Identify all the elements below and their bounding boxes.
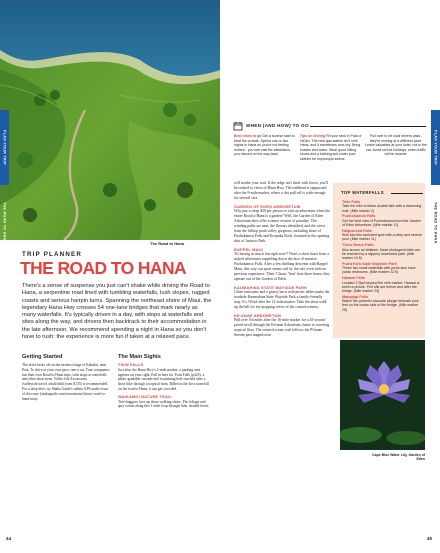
getting-started-body: The drive kicks off on the eastern fringe of Kahului, near Paia. To drive at your own pace, rent a car. Tour companies run their own Road to Hana trips, with stops at waterfalls and other attractions. Valley Isle Excursions (valleyisle.travel, adult/child from $135) is recommended. For a deep dive, try Shaka Guide's online GPS audio-tours of the route (shakaguide.com/tours/maui/classic-road-to-hana-tour). [22, 363, 110, 401]
when-to-go-rule [310, 126, 426, 127]
waterfall-item [342, 295, 422, 312]
waterfall-name: Haipua'ena Falls [342, 228, 372, 233]
waterfall-item [342, 243, 422, 260]
waterfall-name: Puohokamoa Falls [342, 214, 376, 219]
side-tab-plan [0, 110, 9, 185]
waterfall-desc: Also known as Waikani, these photogenic falls can be reached by a slippery downward path. (Mile marker 19.5) [342, 247, 421, 261]
calendar-icon [233, 121, 243, 131]
right-page [220, 0, 440, 553]
keanae-body: Pull over 0.6 miles after the 16-mile marker for a 45-second paved stroll through the Ke'anae Arboretum, home to towering tropical flora. The scented scenic trail follows the Pi'inaau Stream past magnificent [234, 318, 330, 337]
when-col-1-text: Get a sunrise start to beat the crowds. Spend one or two nights in Hana so you're not feeling rushed - you can visit the attractions you missed on the way back. [234, 134, 295, 157]
intro-paragraph: There's a sense of suspense you just can't shake while driving the Road to Hana, a serpentine road lined with tumbling waterfalls, lush slopes, rugged coasts and serious hairpin turns. Spanning the northeast shore of Maui, the legendary Hana Hwy crosses 54 one-lane bridges that mark nearly as many waterfalls. It's typically driven in a day, with stops at waterfalls and sites along the way, and drivers then backtrack to their accommodation in the late afternoon. We recommend spending a night in Hana so you don't have to rush: the experience is more fun if taken at a relaxed pace. [22, 283, 212, 341]
when-col-1 [234, 134, 296, 157]
waterfalls-list [342, 200, 422, 313]
when-col-1-lead: Best times to go [234, 134, 262, 138]
keanae-heading: KE'ANAE ARBORETUM [234, 313, 281, 318]
top-waterfalls-heading: TOP WATERFALLS [341, 190, 384, 195]
waterfall-desc: These two small waterfalls with pools also have public restrooms. (Mile marker 22.5) [342, 266, 416, 275]
side-tab-road-label: THE ROAD TO HANA [2, 201, 7, 244]
road-to-hana-aerial-image [0, 0, 220, 240]
waterfall-name: Three Bears Falls [342, 243, 374, 248]
road-to-hana-photo [0, 0, 220, 240]
waterfall-item [342, 276, 422, 293]
twin-falls-body: Just after the Hana Hwy's 2-mile marker, a parking area appears on your right. Pull in here for Twin Falls (p425), a photo-gradable cascade and swimming hole reached after a short hike through a tropical farm. Billed as the first waterfall on the road to Hana, it can get crowded. [118, 367, 209, 391]
getting-started-heading: Getting Started [22, 354, 63, 360]
waterfall-name: Pua'a Ka'a State Wayside Park [342, 261, 397, 266]
rappel-maui-heading: RAPPEL MAUI [234, 247, 263, 252]
garden-of-eden-body: Why pay a steep $20 per person to visit an arboretum when the entire Road to Hana is a garden? Well, the Garden of Eden Arboretum does offer a tamer version of paradise. The winding paths are neat, the flowers identified, and the views from the hilltop ptrah valley gorgeous, including those of Puohokamoa Falls and Keopuka Rock, featured in the opening shot of Jurassic Park. [234, 209, 330, 243]
rappel-maui-body: Tis having so much fun right now!! That's a short boast from a stoked adventurer rappelling down the face of massive Puohokamoa Falls. After a few thrilling descents with Rappel Maui, this way-out sport seems real by the rail; even with no previous experience. Their 'Classic Tour' lasts three hours; they operate out of the Garden of Eden. [234, 252, 330, 281]
kaumahina-body: Clean restrooms and a grassy lawn with picnic tables make the roadside Kaumahina State Wayside Park a family-friendly stop. It's 310yd after the 12-mile marker. Take the short walk up the hill for eye-popping views of the coastal scenery. [234, 290, 330, 309]
side-tab-road-right-label: THE ROAD TO HANA [433, 201, 438, 244]
when-col-3 [365, 134, 427, 157]
waterfall-desc: Watch the powerful cascade plunge beneath your feet on the ocean side of the bridge. (Mile marker 25) [342, 299, 419, 312]
water-lily-image [340, 340, 425, 450]
lily-caption: Cape Blue Water Lily, Garden of Eden [372, 453, 425, 462]
section-kicker: TRIP PLANNER [22, 251, 83, 258]
waterfall-name: Twin Falls [342, 200, 361, 204]
side-tab-plan-label: PLAN YOUR TRIP [2, 129, 7, 166]
when-col-2-lead: Tips on driving [300, 134, 326, 138]
photo-caption: The Road to Hana [150, 241, 185, 246]
waterfall-item [342, 229, 422, 242]
waterfall-name: Makapipi Falls [342, 294, 368, 299]
main-sights-column [118, 363, 210, 409]
garden-of-eden-heading: GARDEN OF EDEN ARBORETUM [234, 204, 301, 209]
waikamoi-body: Tree-huggers, lace up those walking shoes. The foliage and spry scents along this 1-mile loop through lush, shaded forest [118, 399, 209, 409]
page-number-right: 45 [426, 536, 432, 541]
waterfall-item [342, 200, 422, 213]
waterfall-desc: Located 175yd beyond the mile marker, Hanawi is worth a picture. Pull offs are before and after the bridge. (Mile marker 24) [342, 280, 420, 294]
page-number-left: 44 [6, 536, 12, 541]
main-intro-text: will soothe your soul. If the ridge isn't thick with forest, you'll be treated to views of Hana Hwy. The trailhead is signposted after the 9-mile marker, where a dirt pull-off is wide enough for several cars. [234, 181, 329, 200]
waterfall-desc: Sink into this secluded spot with a deep and serene pool. (Mile marker 11) [342, 233, 422, 242]
kaumahina-heading: KAUMAHINA STATE WAYSIDE PARK [234, 285, 308, 290]
side-tab-plan-right [431, 110, 440, 185]
waterfall-item [342, 214, 422, 227]
waikamoi-subheading: WAIKAMOI NATURE TRAIL [118, 393, 173, 399]
side-tab-road-right [431, 185, 440, 260]
main-sights-heading: The Main Sights [118, 354, 161, 360]
side-tab-road [0, 185, 9, 260]
top-waterfalls-rule [391, 193, 423, 194]
main-sights-continued [234, 181, 330, 338]
waterfall-desc: Get the best view of Puohokamoa from the Garden of Eden Arboretum. (Mile marker 11) [342, 218, 421, 228]
when-col-3-text: Pull over to let local drivers pass - they're moving at a different pace. Leave valuables at your hotel, not in the car. Avoid school holidays, when traffic will be heavier. [365, 134, 427, 157]
when-col-2-text: Fill your tank in Paia or Ha'iku. The next gas station isn't until Hana, and it sometimes runs dry. Bring snacks and water. Wear good hiking shoes and a bathing suit under your clothes for impromptu swims. [300, 134, 362, 161]
twin-falls-subheading: TWIN FALLS [118, 362, 144, 367]
when-col-2 [300, 134, 362, 162]
page-title: THE ROAD TO HANA [20, 258, 187, 278]
water-lily-photo [340, 340, 425, 450]
waterfall-item [342, 262, 422, 275]
waterfall-name: Hanawi Falls [342, 276, 366, 281]
waterfall-desc: Take the hike to these double falls with a swimming hole. (Mile marker 2) [342, 204, 422, 213]
top-waterfalls-panel [333, 183, 425, 338]
when-to-go-heading: WHEN (AND HOW) TO GO [246, 123, 309, 128]
side-tab-plan-right-label: PLAN YOUR TRIP [433, 129, 438, 166]
